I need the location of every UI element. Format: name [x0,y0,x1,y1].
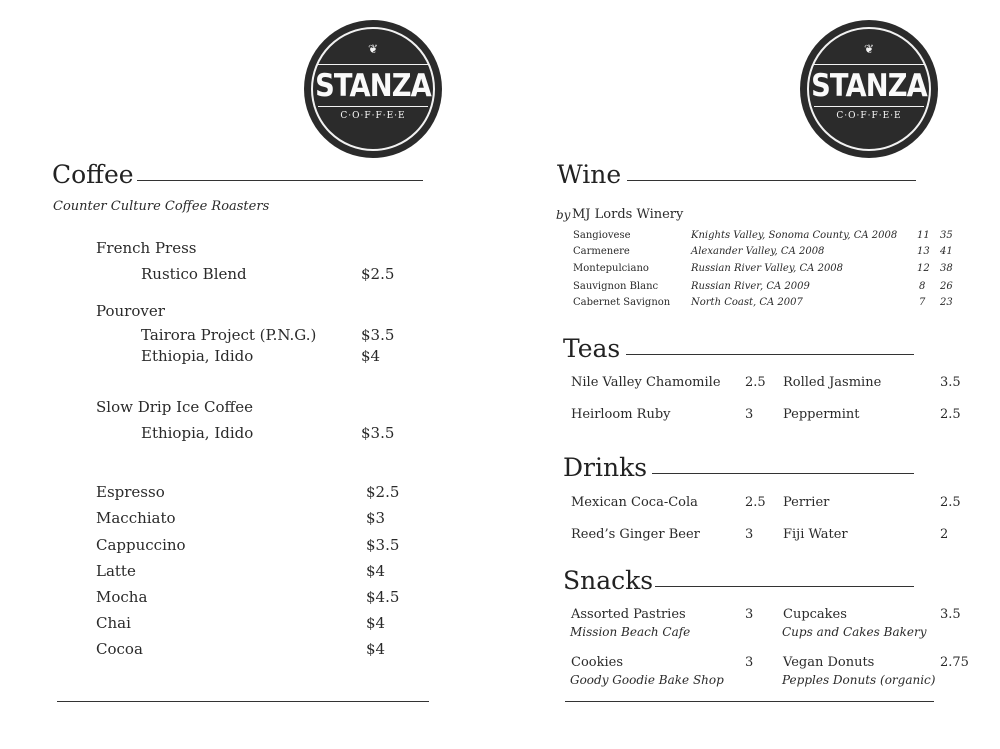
menu-item-source: Mission Beach Cafe [570,625,691,639]
wine-origin: Knights Valley, Sonoma County, CA 2008 [691,230,898,241]
menu-item-price: 2 [940,527,949,542]
wine-glass-price: 7 [919,297,926,308]
menu-item-price: $2.5 [361,265,395,283]
coffee-roaster: Counter Culture Coffee Roasters [53,199,270,214]
menu-item-name: Peppermint [783,407,860,422]
menu-item-name: Latte [96,562,136,580]
menu-item-price: 2.5 [745,495,766,510]
menu-item-name: Rustico Blend [141,265,247,283]
wine-glass-price: 11 [917,230,930,241]
winery-name: MJ Lords Winery [572,207,684,222]
pourover-label: Pourover [96,302,165,320]
footer-rule [565,701,934,702]
wine-bottle-price: 35 [940,230,953,241]
heading-rule [652,473,914,474]
logo-divider [318,106,428,107]
menu-item-price: $4 [366,640,386,658]
menu-item-name: Heirloom Ruby [571,407,671,422]
teas-heading: Teas [563,334,621,363]
menu-item-name: Cappuccino [96,536,186,554]
menu-item-price: 3 [745,527,754,542]
menu-item-source: Pepples Donuts (organic) [782,673,936,687]
logo-wordmark: STANZA [315,68,431,104]
wine-heading: Wine [557,160,622,189]
menu-item-source: Goody Goodie Bake Shop [570,673,724,687]
menu-item-name: Cocoa [96,640,143,658]
wine-name: Sauvignon Blanc [573,281,659,292]
logo-subtitle: C·O·F·F·E·E [340,111,406,121]
menu-item-price: 2.5 [940,495,961,510]
wine-name: Sangiovese [573,230,631,241]
menu-item-name: Ethiopia, Idido [141,347,254,365]
wine-name: Cabernet Savignon [573,297,671,308]
heading-rule [626,354,914,355]
ornament-icon: ❦ [367,42,379,56]
menu-item-name: Mocha [96,588,148,606]
menu-item-price: 2.5 [940,407,961,422]
wine-glass-price: 13 [917,246,930,257]
menu-item-name: Rolled Jasmine [783,375,882,390]
menu-item-source: Cups and Cakes Bakery [782,625,927,639]
menu-item-name: Assorted Pastries [571,607,686,622]
menu-item-name: Ethiopia, Idido [141,424,254,442]
wine-origin: Russian River Valley, CA 2008 [691,263,844,274]
menu-item-price: $4.5 [366,588,400,606]
wine-origin: Russian River, CA 2009 [691,281,810,292]
wine-glass-price: 12 [917,263,930,274]
menu-item-price: $4 [361,347,381,365]
menu-item-price: 3 [745,655,754,670]
menu-item-name: Reed’s Ginger Beer [571,527,700,542]
ornament-icon: ❦ [863,42,875,56]
coffee-heading: Coffee [52,160,134,189]
drinks-heading: Drinks [563,453,648,482]
menu-item-price: $3 [366,509,386,527]
menu-item-name: Espresso [96,483,165,501]
menu-item-name: Chai [96,614,131,632]
logo-subtitle: C·O·F·F·E·E [836,111,902,121]
menu-item-name: Cookies [571,655,623,670]
wine-bottle-price: 23 [940,297,953,308]
menu-item-name: Vegan Donuts [783,655,875,670]
heading-rule [137,180,423,181]
wine-name: Montepulciano [573,263,649,274]
french-press-label: French Press [96,239,197,257]
wine-origin: North Coast, CA 2007 [691,297,803,308]
menu-item-name: Macchiato [96,509,176,527]
wine-name: Carmenere [573,246,630,257]
menu-item-name: Tairora Project (P.N.G.) [141,326,317,344]
stanza-logo-left [304,20,442,158]
menu-item-name: Perrier [783,495,830,510]
menu-item-price: $3.5 [361,424,395,442]
menu-item-price: 3 [745,407,754,422]
logo-divider [318,64,428,65]
logo-wordmark: STANZA [811,68,927,104]
wine-glass-price: 8 [919,281,926,292]
heading-rule [655,586,914,587]
wine-origin: Alexander Valley, CA 2008 [691,246,825,257]
menu-item-price: 2.75 [940,655,969,670]
menu-item-name: Fiji Water [783,527,848,542]
logo-divider [814,106,924,107]
wine-bottle-price: 38 [940,263,953,274]
stanza-logo-right [800,20,938,158]
menu-item-price: $3.5 [366,536,400,554]
menu-item-name: Cupcakes [783,607,847,622]
menu-item-price: 3.5 [940,375,961,390]
wine-by: by [556,208,571,222]
menu-item-price: 3 [745,607,754,622]
snacks-heading: Snacks [563,566,654,595]
menu-item-name: Nile Valley Chamomile [571,375,721,390]
logo-divider [814,64,924,65]
menu-item-name: Mexican Coca-Cola [571,495,698,510]
wine-bottle-price: 41 [940,246,953,257]
menu-item-price: 3.5 [940,607,961,622]
heading-rule [627,180,916,181]
footer-rule [57,701,429,702]
slow-drip-label: Slow Drip Ice Coffee [96,398,253,416]
menu-item-price: $2.5 [366,483,400,501]
menu-item-price: $4 [366,562,386,580]
menu-item-price: $4 [366,614,386,632]
menu-item-price: $3.5 [361,326,395,344]
menu-item-price: 2.5 [745,375,766,390]
wine-bottle-price: 26 [940,281,953,292]
